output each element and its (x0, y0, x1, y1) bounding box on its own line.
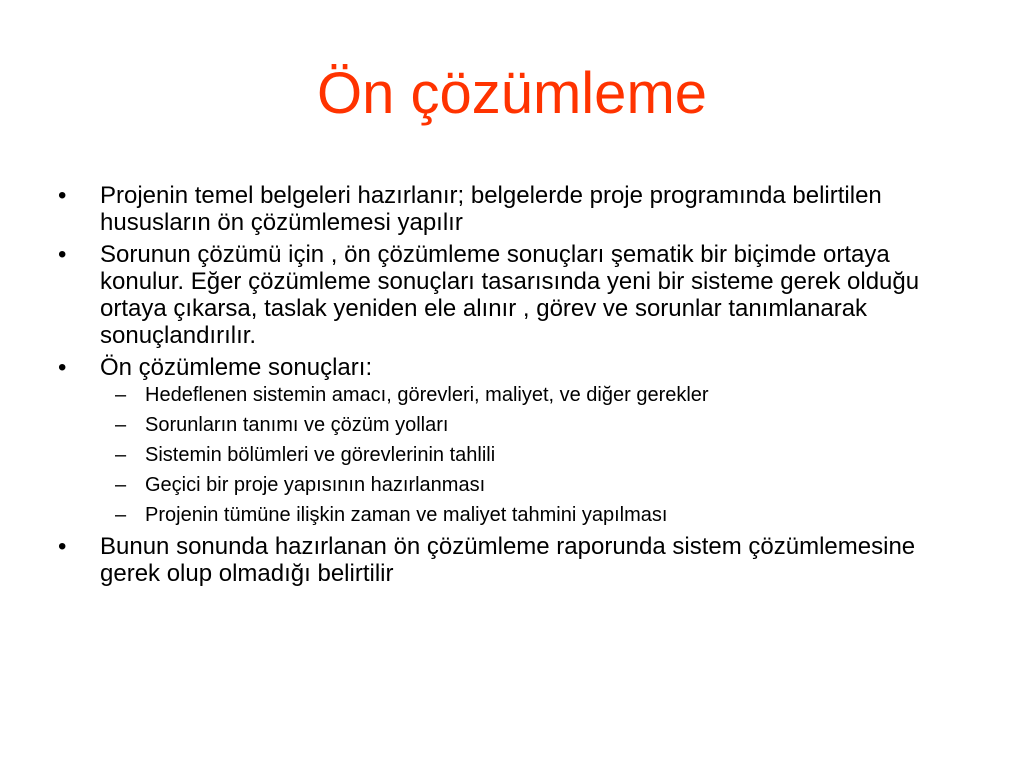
sub-item-text: Projenin tümüne ilişkin zaman ve maliyet tahmini yapılması (145, 504, 668, 526)
sub-item (100, 383, 968, 407)
dash-icon: – (115, 444, 127, 466)
bullet-list (58, 182, 968, 592)
bullet-item (58, 182, 968, 236)
sub-item (100, 413, 968, 437)
sub-item (100, 473, 968, 497)
sub-item-text: Hedeflenen sistemin amacı, görevleri, maliyet, ve diğer gerekler (145, 384, 709, 406)
sub-item (100, 443, 968, 467)
sub-item-text: Sorunların tanımı ve çözüm yolları (145, 414, 449, 436)
sub-item-text: Sistemin bölümleri ve görevlerinin tahlili (145, 444, 496, 466)
bullet-text: Sorunun çözümü için , ön çözümleme sonuçları şematik bir biçimde ortaya konulur. Eğer çözümleme sonuçları tasarısında yeni bir sisteme gerek olduğu ortaya çıkarsa, taslak yeniden ele alınır , görev ve sorunlar tanımlanarak sonuçlandırılır. (100, 241, 920, 349)
bullet-text: Ön çözümleme sonuçları: (100, 354, 373, 381)
bullet-item (58, 354, 968, 527)
dash-icon: – (115, 414, 127, 436)
bullet-icon: • (58, 533, 67, 560)
slide-title: Ön çözümleme (316, 61, 708, 126)
bullet-text: Projenin temel belgeleri hazırlanır; belgelerde proje programında belirtilen hususların ön çözümlemesi yapılır (100, 182, 882, 236)
sub-list (100, 383, 968, 527)
sub-item-text: Geçici bir proje yapısının hazırlanması (145, 474, 486, 496)
bullet-item (58, 533, 968, 587)
bullet-icon: • (58, 182, 67, 209)
dash-icon: – (115, 384, 127, 406)
bullet-icon: • (58, 354, 67, 381)
dash-icon: – (115, 474, 127, 496)
dash-icon: – (115, 504, 127, 526)
sub-item (100, 503, 968, 527)
bullet-item (58, 241, 968, 349)
bullet-text: Bunun sonunda hazırlanan ön çözümleme raporunda sistem çözümlemesine gerek olup olmadığı belirtilir (100, 533, 916, 587)
bullet-icon: • (58, 241, 67, 268)
